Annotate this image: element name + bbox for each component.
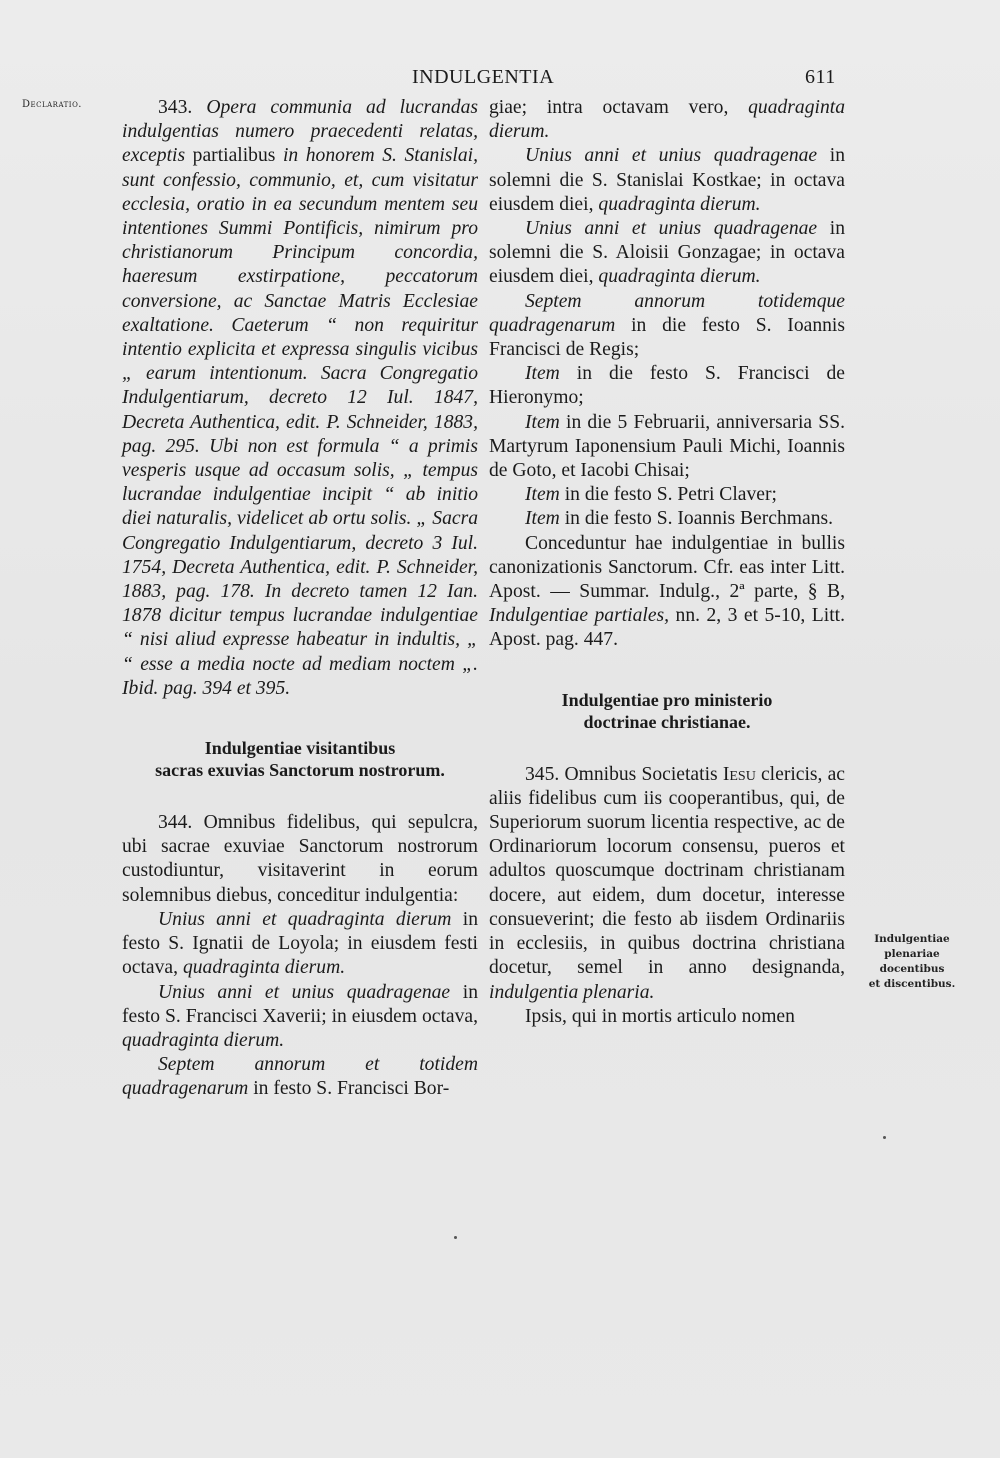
heading-line: sacras exuvias Sanctorum nostrorum. bbox=[155, 760, 445, 781]
margin-note-line: docentibus bbox=[879, 963, 945, 975]
italic-text: quadraginta dierum. bbox=[182, 957, 346, 979]
paragraph-343 bbox=[122, 96, 478, 701]
body-text: 345. Omnibus Societatis bbox=[525, 763, 718, 785]
section-heading-visitantibus bbox=[122, 737, 478, 781]
margin-note-indulgentiae-plenariae bbox=[862, 932, 962, 992]
right-column bbox=[489, 96, 845, 1029]
italic-text: Item bbox=[525, 363, 560, 385]
ink-speck bbox=[883, 1136, 886, 1139]
indulgence-item bbox=[489, 362, 845, 410]
ink-speck bbox=[454, 1236, 457, 1239]
italic-text: Septem annorum totidemque quadragenarum bbox=[489, 290, 845, 336]
italic-text: Unius anni et unius quadragenae bbox=[525, 145, 818, 167]
italic-text: quadraginta dierum. bbox=[598, 266, 761, 288]
italic-text: Septem annorum et totidem quadragenarum bbox=[122, 1054, 478, 1100]
indulgence-item bbox=[489, 507, 845, 531]
body-text: clericis, ac aliis fidelibus cum iis cooperantibus, qui, de Superiorum suorum licentia respective, ac de Ordinariorum locorum consensu, pueros et adultos quoscumque doctrinam christianam docere, aut eidem, dum docetur, interesse consueverint; die festo ab iisdem Ordinariis in ecclesiis, in quibus doctrina christiana docetur, semel in anno designanda, bbox=[489, 763, 846, 979]
indulgence-item bbox=[489, 411, 845, 484]
body-text: partialibus bbox=[192, 145, 276, 167]
body-text: in festo S. Francisci Bor- bbox=[253, 1078, 450, 1100]
running-head bbox=[0, 66, 1000, 96]
italic-text: indulgentia plenaria. bbox=[489, 981, 655, 1003]
italic-text: Indulgentiae partiales, bbox=[489, 605, 670, 627]
italic-text: exceptis bbox=[122, 145, 186, 167]
body-text: in die festo S. Ioannis Francisci de Regis; bbox=[489, 314, 845, 361]
paragraph-continuation: Ipsis, qui in mortis articulo nomen bbox=[525, 1005, 795, 1027]
page-number: 611 bbox=[805, 66, 836, 88]
section-heading-doctrinae bbox=[489, 689, 845, 733]
italic-text: in honorem S. Stanislai, sunt confessio, communio, et, cum visitatur ecclesia, oratio in ea secundum mentem seu intentiones Summi Pontificis, nimirum pro christianorum Principum concordia, haeresum exstirpatione, peccatorum conversione, ac Sanctae Matris Ecclesiae exaltatione. Caeterum “ non requiritur intentio explicita et expressa singulis vicibus „ earum intentionum. Sacra Congregatio Indulgentiarum, decreto 12 Iul. 1847, Decreta Authentica, edit. P. Schneider, 1883, pag. 295. Ubi non est formula “ a primis vesperis usque ad occasum solis, „ tempus lucrandae indulgentiae incipit “ ab initio diei naturalis, videlicet ab ortu solis. „ Sacra Congregatio Indulgentiarum, decreto 3 Iul. 1754, Decreta Authentica, edit. P. Schneider, 1883, pag. 178. In decreto tamen 12 Ian. 1878 dicitur tempus lucrandae indulgentiae “ nisi aliud expresse habeatur in indultis, „ “ esse a media nocte ad mediam noctem „. Ibid. pag. 394 et 395. bbox=[122, 145, 478, 699]
indulgence-item bbox=[489, 144, 845, 217]
margin-note-line: plenariae bbox=[884, 948, 940, 960]
italic-text: Unius anni et unius quadragenae bbox=[158, 981, 451, 1003]
italic-text: quadraginta dierum. bbox=[489, 97, 845, 143]
margin-note-line: et discentibus. bbox=[868, 978, 956, 990]
indulgence-item bbox=[122, 1053, 478, 1101]
italic-text: quadraginta dierum. bbox=[598, 193, 761, 215]
body-text: Conceduntur hae indulgentiae in bullis canonizationis Sanctorum. Cfr. eas inter Litt. Apost. — Summar. Indulg., 2ª parte, § B, bbox=[489, 532, 845, 603]
italic-text: Unius anni et quadraginta dierum bbox=[158, 908, 452, 930]
indulgence-item bbox=[122, 908, 478, 981]
body-text: in die 5 Februarii, anniversaria SS. Martyrum Iaponensium Pauli Michi, Ioannis de Goto, et Iacobi Chisai; bbox=[489, 411, 845, 482]
body-text: in solemni die S. Aloisii Gonzagae; in octava eiusdem diei, bbox=[489, 218, 845, 288]
continued-text bbox=[489, 96, 845, 144]
body-text: nn. 2, 3 et 5-10, Litt. Apost. pag. 447. bbox=[489, 605, 845, 651]
left-column bbox=[122, 96, 478, 1102]
body-text: in festo S. Ignatii de Loyola; in eiusdem festi octava, bbox=[122, 908, 478, 979]
body-text: in festo S. Francisci Xaverii; in eiusdem octava, bbox=[122, 981, 478, 1027]
indulgence-item bbox=[489, 290, 845, 363]
body-text: in die festo S. Ioannis Berchmans. bbox=[564, 508, 834, 530]
heading-line: doctrinae christianae. bbox=[583, 711, 751, 732]
margin-note-declaratio: Declaratio. bbox=[22, 99, 82, 110]
body-text: in solemni die S. Stanislai Kostkae; in octava eiusdem diei, bbox=[489, 145, 845, 215]
concession-note bbox=[489, 532, 845, 653]
italic-text: Unius anni et unius quadragenae bbox=[525, 218, 818, 240]
paragraph-345 bbox=[489, 763, 845, 1005]
small-caps-name: Iesu bbox=[722, 763, 756, 785]
italic-text: quadraginta dierum. bbox=[122, 1029, 285, 1051]
italic-text: Opera communia ad lucrandas indulgentias numero praecedenti relatas, bbox=[122, 97, 478, 143]
italic-text: Item bbox=[525, 484, 560, 506]
indulgence-item bbox=[489, 217, 845, 290]
heading-line: Indulgentiae visitantibus bbox=[204, 738, 396, 759]
paragraph-number: 343. bbox=[158, 97, 193, 118]
body-text: giae; intra octavam vero, bbox=[489, 97, 729, 118]
body-text: in die festo S. Petri Claver; bbox=[564, 484, 777, 506]
indulgence-item bbox=[122, 981, 478, 1054]
italic-text: Item bbox=[525, 411, 560, 433]
italic-text: Item bbox=[525, 508, 560, 530]
indulgence-item bbox=[489, 483, 845, 507]
paragraph-344: 344. Omnibus fidelibus, qui sepulcra, ubi sacrae exuviae Sanctorum nostrorum custodiuntur, visitaverint in eorum solemnibus diebus, conceditur indulgentia: bbox=[122, 812, 478, 906]
running-title: INDULGENTIA bbox=[412, 66, 555, 88]
heading-line: Indulgentiae pro ministerio bbox=[561, 689, 773, 710]
body-text: in die festo S. Francisci de Hieronymo; bbox=[489, 363, 845, 409]
margin-note-line: Indulgentiae bbox=[874, 933, 950, 945]
